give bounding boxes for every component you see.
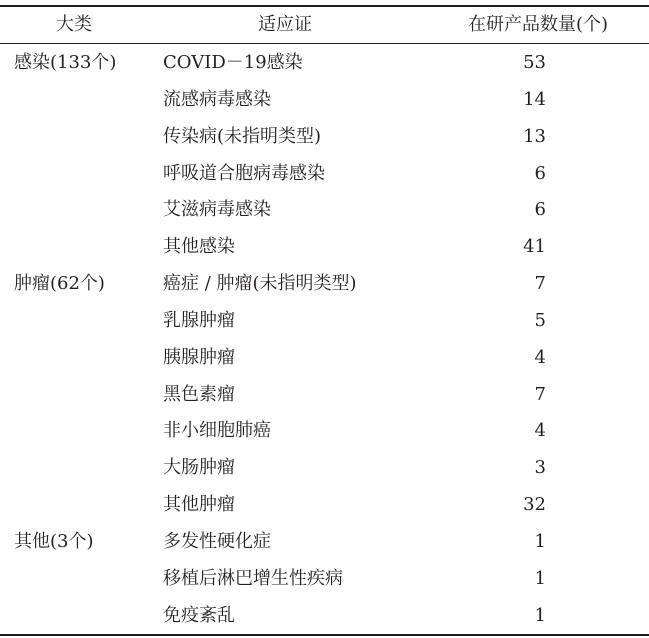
table-body <box>0 45 649 635</box>
table-row <box>0 266 649 303</box>
row-count: 13 <box>523 125 546 147</box>
row-category: 肿瘤(62个) <box>14 273 105 295</box>
table-row <box>0 524 649 561</box>
row-indication: 非小细胞肺癌 <box>163 420 271 442</box>
row-category: 感染(133个) <box>14 52 117 73</box>
row-indication: 黑色素瘤 <box>163 383 235 405</box>
row-count: 3 <box>534 457 546 479</box>
header-indication: 适应证 <box>258 14 312 35</box>
table-row <box>0 156 649 193</box>
row-category: 其他(3个) <box>14 530 94 552</box>
table-row <box>0 450 649 487</box>
row-count: 41 <box>523 236 546 258</box>
row-indication: 胰腺肿瘤 <box>163 346 235 368</box>
table-header <box>0 7 649 43</box>
row-count: 7 <box>534 273 546 295</box>
table-row <box>0 192 649 229</box>
header-rule <box>0 43 649 44</box>
row-indication: 多发性硬化症 <box>163 530 271 552</box>
row-indication: 癌症 / 肿瘤(未指明类型) <box>163 273 357 295</box>
header-category: 大类 <box>56 14 92 35</box>
row-count: 53 <box>523 52 546 73</box>
table-row <box>0 82 649 119</box>
row-count: 1 <box>534 530 546 552</box>
row-count: 5 <box>534 309 546 331</box>
bottom-rule <box>0 634 649 636</box>
header-count: 在研产品数量(个) <box>467 14 609 35</box>
row-count: 6 <box>534 199 546 221</box>
row-indication: 大肠肿瘤 <box>163 457 235 479</box>
table-row <box>0 229 649 266</box>
row-count: 4 <box>534 420 546 442</box>
row-count: 4 <box>534 346 546 368</box>
row-count: 6 <box>534 162 546 184</box>
table-row <box>0 561 649 598</box>
row-indication: 免疫紊乱 <box>163 604 235 626</box>
table-row <box>0 45 649 82</box>
row-count: 14 <box>523 88 546 110</box>
table-row <box>0 119 649 156</box>
row-indication: 其他肿瘤 <box>163 494 235 516</box>
row-indication: 呼吸道合胞病毒感染 <box>163 162 325 184</box>
row-indication: 艾滋病毒感染 <box>163 199 271 221</box>
row-count: 1 <box>534 604 546 626</box>
table-row <box>0 413 649 450</box>
table-row <box>0 487 649 524</box>
table-row <box>0 377 649 414</box>
row-count: 32 <box>523 494 546 516</box>
table-row <box>0 598 649 635</box>
row-indication: COVID－19感染 <box>163 52 303 73</box>
row-indication: 乳腺肿瘤 <box>163 309 235 331</box>
row-indication: 其他感染 <box>163 236 235 258</box>
row-indication: 流感病毒感染 <box>163 88 271 110</box>
row-count: 7 <box>534 383 546 405</box>
table-row <box>0 303 649 340</box>
row-indication: 移植后淋巴增生性疾病 <box>163 567 343 589</box>
row-indication: 传染病(未指明类型) <box>163 125 322 147</box>
row-count: 1 <box>534 567 546 589</box>
table-row <box>0 340 649 377</box>
